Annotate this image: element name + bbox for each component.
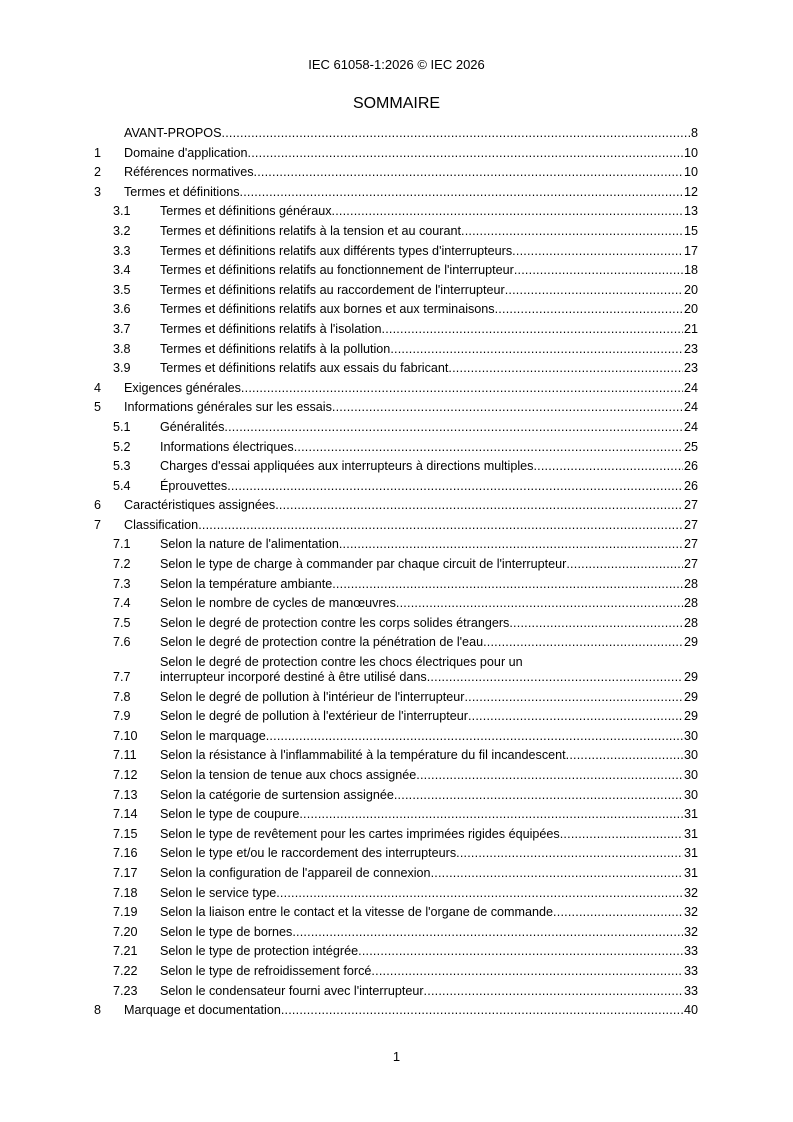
toc-entry-number: 3.3 bbox=[113, 243, 131, 258]
toc-entry[interactable] bbox=[94, 616, 698, 631]
toc-entry-number: 5.2 bbox=[113, 439, 131, 454]
toc-entry-title: Selon le degré de protection contre les chocs électriques pour un bbox=[160, 655, 523, 670]
toc-dot-leader bbox=[332, 577, 683, 592]
toc-entry-page: 28 bbox=[683, 615, 698, 630]
toc-entry-title: Selon le marquage bbox=[160, 728, 266, 743]
toc-entry-title: Selon la catégorie de surtension assignée bbox=[160, 787, 394, 802]
toc-entry-title: Selon le degré de protection contre les corps solides étrangers bbox=[160, 615, 510, 630]
toc-dot-leader bbox=[222, 126, 690, 141]
toc-entry[interactable] bbox=[94, 244, 698, 259]
toc-entry-page: 15 bbox=[683, 223, 698, 238]
toc-dot-leader bbox=[332, 204, 683, 219]
toc-entry[interactable] bbox=[94, 283, 698, 298]
toc-entry-number: 7.18 bbox=[113, 885, 138, 900]
toc-dot-leader bbox=[275, 498, 683, 513]
toc-dot-leader bbox=[456, 846, 683, 861]
toc-entry-title: Selon la résistance à l'inflammabilité à la température du fil incandescent bbox=[160, 748, 566, 763]
toc-entry-title: Termes et définitions relatifs à la tension et au courant bbox=[160, 223, 462, 238]
toc-entry-page: 31 bbox=[683, 807, 698, 822]
toc-entry-page: 21 bbox=[683, 321, 698, 336]
toc-entry-number: 7 bbox=[94, 517, 102, 532]
toc-entry-number: 7.23 bbox=[113, 983, 138, 998]
toc-entry[interactable] bbox=[94, 596, 698, 611]
toc-dot-leader bbox=[566, 557, 683, 572]
toc-entry-number: 4 bbox=[94, 380, 102, 395]
toc-dot-leader bbox=[294, 440, 683, 455]
toc-dot-leader bbox=[566, 748, 683, 763]
toc-entry-number: 7.15 bbox=[113, 826, 138, 841]
toc-dot-leader bbox=[276, 886, 683, 901]
toc-dot-leader bbox=[227, 479, 683, 494]
toc-entry-title: Termes et définitions relatifs aux différents types d'interrupteurs bbox=[160, 243, 513, 258]
toc-entry-number: 5.4 bbox=[113, 478, 131, 493]
toc-entry-number: 7.2 bbox=[113, 557, 131, 572]
toc-dot-leader bbox=[396, 596, 683, 611]
toc-entry-page: 10 bbox=[683, 145, 698, 160]
toc-entry-number: 7.17 bbox=[113, 865, 138, 880]
toc-entry-page: 31 bbox=[683, 826, 698, 841]
toc-entry-page: 27 bbox=[683, 517, 698, 532]
toc-entry-number: 7.8 bbox=[113, 689, 131, 704]
toc-dot-leader bbox=[483, 635, 683, 650]
toc-entry-number: 3.7 bbox=[113, 321, 131, 336]
toc-entry-title: Selon le degré de protection contre la pénétration de l'eau bbox=[160, 635, 484, 650]
toc-dot-leader bbox=[281, 1003, 683, 1018]
toc-entry-number: 7.4 bbox=[113, 596, 131, 611]
toc-dot-leader bbox=[448, 361, 683, 376]
toc-dot-leader bbox=[560, 827, 683, 842]
toc-entry-number: 3.9 bbox=[113, 361, 131, 376]
toc-entry-title: Termes et définitions généraux bbox=[160, 204, 332, 219]
toc-entry-number: 7.11 bbox=[113, 748, 137, 763]
toc-entry-title: Selon le service type bbox=[160, 885, 277, 900]
toc-entry-number: 3.4 bbox=[113, 263, 131, 278]
toc-entry-title: Termes et définitions bbox=[124, 184, 240, 199]
toc-entry-page: 31 bbox=[683, 865, 698, 880]
toc-entry-page: 33 bbox=[683, 983, 698, 998]
toc-entry-page: 10 bbox=[683, 165, 698, 180]
toc-entry-title: Informations générales sur les essais bbox=[124, 400, 332, 415]
toc-entry-page: 28 bbox=[683, 576, 698, 591]
toc-dot-leader bbox=[332, 400, 683, 415]
toc-dot-leader bbox=[424, 984, 683, 999]
toc-entry[interactable] bbox=[94, 964, 698, 979]
toc-entry[interactable] bbox=[94, 440, 698, 455]
toc-entry[interactable] bbox=[94, 577, 698, 592]
toc-entry-page: 29 bbox=[683, 670, 698, 685]
toc-entry-number: 7.6 bbox=[113, 635, 131, 650]
toc-entry-page: 32 bbox=[683, 905, 698, 920]
toc-entry-title: Selon le nombre de cycles de manœuvres bbox=[160, 596, 396, 611]
toc-entry-page: 23 bbox=[683, 361, 698, 376]
toc-entry-number: 7.13 bbox=[113, 787, 138, 802]
toc-entry[interactable] bbox=[94, 518, 698, 533]
toc-entry-title: Informations électriques bbox=[160, 439, 294, 454]
toc-dot-leader bbox=[427, 670, 683, 685]
toc-dot-leader bbox=[299, 807, 683, 822]
toc-entry-number: 7.7 bbox=[113, 670, 131, 685]
toc-entry-title: Termes et définitions relatifs au fonctionnement de l'interrupteur bbox=[160, 263, 514, 278]
toc-entry[interactable] bbox=[94, 459, 698, 474]
toc-entry-title: Selon la température ambiante bbox=[160, 576, 333, 591]
page-title: SOMMAIRE bbox=[352, 95, 441, 112]
toc-entry[interactable] bbox=[94, 165, 698, 180]
toc-entry-page: 8 bbox=[690, 126, 698, 140]
toc-entry[interactable] bbox=[94, 709, 698, 724]
toc-entry-title: Classification bbox=[124, 517, 199, 532]
toc-entry[interactable] bbox=[94, 748, 698, 763]
toc-entry-page: 23 bbox=[683, 341, 698, 356]
toc-entry[interactable] bbox=[94, 866, 698, 881]
toc-entry-title: Termes et définitions relatifs à l'isolation bbox=[160, 321, 382, 336]
toc-entry-number: 6 bbox=[94, 498, 102, 513]
toc-entry[interactable] bbox=[94, 498, 698, 513]
toc-entry-page: 32 bbox=[683, 885, 698, 900]
toc-entry-number: 2 bbox=[94, 165, 102, 180]
toc-entry-number: 7.9 bbox=[113, 709, 131, 724]
toc-entry-title-continued: interrupteur incorporé destiné à être utilisé dans bbox=[160, 670, 427, 685]
toc-entry[interactable] bbox=[94, 827, 698, 842]
toc-entry[interactable] bbox=[94, 768, 698, 783]
toc-entry-title: Charges d'essai appliquées aux interrupteurs à directions multiples bbox=[160, 459, 534, 474]
toc-entry[interactable] bbox=[94, 204, 698, 219]
toc-dot-leader bbox=[468, 709, 683, 724]
toc-entry-number: 3.1 bbox=[113, 204, 131, 219]
toc-entry[interactable] bbox=[94, 342, 698, 357]
toc-entry-title: Selon la nature de l'alimentation bbox=[160, 537, 339, 552]
toc-entry-number: 7.1 bbox=[113, 537, 131, 552]
toc-entry[interactable] bbox=[94, 381, 698, 396]
toc-dot-leader bbox=[254, 165, 683, 180]
toc-entry-title: Selon la liaison entre le contact et la vitesse de l'organe de commande bbox=[160, 905, 554, 920]
toc-entry-number: 3.8 bbox=[113, 341, 131, 356]
toc-entry-number: 3.2 bbox=[113, 223, 131, 238]
toc-entry-title: Selon le condensateur fourni avec l'interrupteur bbox=[160, 983, 424, 998]
toc-entry[interactable] bbox=[94, 322, 698, 337]
document-header: IEC 61058-1:2026 © IEC 2026 bbox=[308, 57, 485, 72]
toc-entry[interactable] bbox=[94, 185, 698, 200]
toc-dot-leader bbox=[292, 925, 683, 940]
toc-dot-leader bbox=[495, 302, 683, 317]
toc-entry-page: 30 bbox=[683, 787, 698, 802]
toc-entry-title: Termes et définitions relatifs aux essais du fabricant bbox=[160, 361, 449, 376]
toc-entry-number: 7.14 bbox=[113, 807, 138, 822]
toc-entry-title: Selon le type de bornes bbox=[160, 924, 293, 939]
toc-dot-leader bbox=[371, 964, 683, 979]
toc-entry-page: 32 bbox=[683, 924, 698, 939]
toc-dot-leader bbox=[533, 459, 683, 474]
toc-entry[interactable] bbox=[94, 479, 698, 494]
toc-entry-page: 30 bbox=[683, 768, 698, 782]
toc-entry-title: Caractéristiques assignées bbox=[124, 498, 276, 513]
toc-entry-title: Exigences générales bbox=[124, 380, 241, 395]
toc-entry[interactable] bbox=[94, 925, 698, 940]
toc-entry[interactable] bbox=[94, 846, 698, 861]
toc-entry-title: Marquage et documentation bbox=[124, 1003, 281, 1018]
toc-entry-page: 30 bbox=[683, 748, 698, 763]
toc-dot-leader bbox=[358, 944, 683, 959]
toc-entry[interactable] bbox=[94, 537, 698, 552]
toc-entry-title: Selon le type de coupure bbox=[160, 807, 300, 822]
toc-entry-page: 24 bbox=[683, 400, 698, 415]
toc-entry-title: Selon le type de protection intégrée bbox=[160, 944, 359, 959]
toc-entry-title: Selon le type de revêtement pour les cartes imprimées rigides équipées bbox=[160, 826, 560, 841]
toc-entry-page: 27 bbox=[683, 498, 698, 513]
toc-entry[interactable] bbox=[94, 984, 698, 999]
toc-entry-title: Éprouvettes bbox=[160, 478, 228, 493]
toc-entry-number: 1 bbox=[94, 145, 102, 160]
toc-entry-number: 3.5 bbox=[113, 282, 131, 297]
toc-entry[interactable] bbox=[94, 729, 698, 744]
toc-entry[interactable] bbox=[94, 146, 698, 161]
toc-entry-title: Termes et définitions relatifs aux bornes et aux terminaisons bbox=[160, 302, 495, 317]
toc-dot-leader bbox=[248, 146, 683, 161]
toc-entry-page: 29 bbox=[683, 635, 698, 650]
toc-dot-leader bbox=[509, 616, 683, 631]
toc-entry-page: 12 bbox=[683, 184, 698, 199]
toc-entry-title: Généralités bbox=[160, 419, 225, 434]
toc-dot-leader bbox=[240, 185, 683, 200]
toc-entry-number: 7.16 bbox=[113, 846, 138, 861]
toc-entry-number: 5 bbox=[94, 400, 102, 415]
toc-entry-number: 5.3 bbox=[113, 459, 131, 474]
toc-entry[interactable] bbox=[94, 788, 698, 803]
toc-entry-page: 29 bbox=[683, 709, 698, 724]
toc-entry-number: 7.5 bbox=[113, 615, 131, 630]
toc-dot-leader bbox=[241, 381, 683, 396]
toc-dot-leader bbox=[553, 905, 683, 920]
toc-entry-title: Selon le type de charge à commander par chaque circuit de l'interrupteur bbox=[160, 557, 567, 572]
toc-entry[interactable] bbox=[94, 1003, 698, 1018]
toc-dot-leader bbox=[512, 244, 683, 259]
toc-entry[interactable] bbox=[94, 635, 698, 650]
toc-entry[interactable] bbox=[94, 224, 698, 239]
toc-dot-leader bbox=[505, 283, 683, 298]
toc-entry-page: 28 bbox=[683, 596, 698, 611]
toc-entry-number: 7.22 bbox=[113, 963, 138, 978]
toc-entry-number: 7.20 bbox=[113, 924, 138, 939]
toc-entry-number: 3 bbox=[94, 184, 102, 199]
toc-entry-title: Termes et définitions relatifs au raccordement de l'interrupteur bbox=[160, 282, 505, 297]
toc-entry-title: Selon la configuration de l'appareil de connexion bbox=[160, 865, 431, 880]
toc-entry-number: 3.6 bbox=[113, 302, 131, 317]
toc-entry-page: 20 bbox=[683, 302, 698, 317]
toc-entry[interactable] bbox=[94, 400, 698, 415]
table-of-contents bbox=[94, 126, 698, 1018]
toc-dot-leader bbox=[339, 537, 683, 552]
toc-entry-title: Termes et définitions relatifs à la pollution bbox=[160, 341, 391, 356]
toc-dot-leader bbox=[394, 788, 683, 803]
toc-dot-leader bbox=[416, 768, 683, 783]
toc-entry-page: 29 bbox=[683, 689, 698, 704]
toc-entry-page: 13 bbox=[683, 204, 698, 219]
toc-entry-page: 17 bbox=[683, 243, 698, 258]
toc-entry-title: Selon le type de refroidissement forcé bbox=[160, 963, 372, 978]
toc-entry-page: 25 bbox=[683, 439, 698, 454]
toc-entry[interactable] bbox=[94, 944, 698, 959]
toc-dot-leader bbox=[514, 263, 683, 278]
toc-entry-title: AVANT-PROPOS bbox=[124, 126, 222, 140]
toc-entry-page: 27 bbox=[683, 537, 698, 552]
toc-entry-page: 20 bbox=[683, 282, 698, 297]
toc-entry-page: 30 bbox=[683, 728, 698, 743]
toc-entry-number: 8 bbox=[94, 1003, 102, 1018]
toc-dot-leader bbox=[431, 866, 683, 881]
toc-entry-number: 7.3 bbox=[113, 576, 131, 591]
toc-entry-page: 33 bbox=[683, 944, 698, 959]
toc-dot-leader bbox=[224, 420, 683, 435]
toc-entry-page: 27 bbox=[683, 557, 698, 572]
toc-entry-number: 5.1 bbox=[113, 419, 131, 434]
toc-dot-leader bbox=[266, 729, 683, 744]
toc-entry-title: Références normatives bbox=[124, 165, 254, 180]
page-number: 1 bbox=[392, 1049, 401, 1064]
toc-dot-leader bbox=[464, 690, 683, 705]
toc-entry[interactable] bbox=[94, 557, 698, 572]
toc-entry[interactable] bbox=[94, 905, 698, 920]
toc-entry[interactable] bbox=[94, 263, 698, 278]
toc-entry-number: 7.12 bbox=[113, 768, 138, 782]
toc-entry[interactable] bbox=[94, 886, 698, 901]
toc-entry[interactable] bbox=[94, 420, 698, 435]
toc-entry[interactable] bbox=[94, 361, 698, 376]
toc-entry-page: 24 bbox=[683, 419, 698, 434]
toc-entry-title: Selon la tension de tenue aux chocs assignée bbox=[160, 768, 417, 782]
toc-entry[interactable] bbox=[94, 126, 698, 141]
toc-dot-leader bbox=[461, 224, 683, 239]
toc-entry-number: 7.21 bbox=[113, 944, 138, 959]
toc-entry-page: 40 bbox=[683, 1003, 698, 1018]
toc-entry-number: 7.10 bbox=[113, 728, 138, 743]
toc-entry-title: Domaine d'application bbox=[124, 145, 248, 160]
toc-entry-page: 31 bbox=[683, 846, 698, 861]
toc-entry-page: 18 bbox=[683, 263, 698, 278]
toc-entry-page: 33 bbox=[683, 963, 698, 978]
toc-entry-page: 24 bbox=[683, 380, 698, 395]
toc-entry[interactable] bbox=[94, 690, 698, 705]
toc-entry-number: 7.19 bbox=[113, 905, 138, 920]
toc-dot-leader bbox=[382, 322, 683, 337]
toc-entry[interactable] bbox=[94, 655, 698, 685]
toc-entry[interactable] bbox=[94, 302, 698, 317]
toc-entry-title: Selon le degré de pollution à l'extérieur de l'interrupteur bbox=[160, 709, 468, 724]
toc-dot-leader bbox=[198, 518, 683, 533]
toc-entry-page: 26 bbox=[683, 459, 698, 474]
toc-dot-leader bbox=[390, 342, 683, 357]
toc-entry[interactable] bbox=[94, 807, 698, 822]
toc-entry-page: 26 bbox=[683, 478, 698, 493]
toc-entry-title: Selon le type et/ou le raccordement des interrupteurs bbox=[160, 846, 457, 861]
toc-entry-title: Selon le degré de pollution à l'intérieur de l'interrupteur bbox=[160, 689, 465, 704]
